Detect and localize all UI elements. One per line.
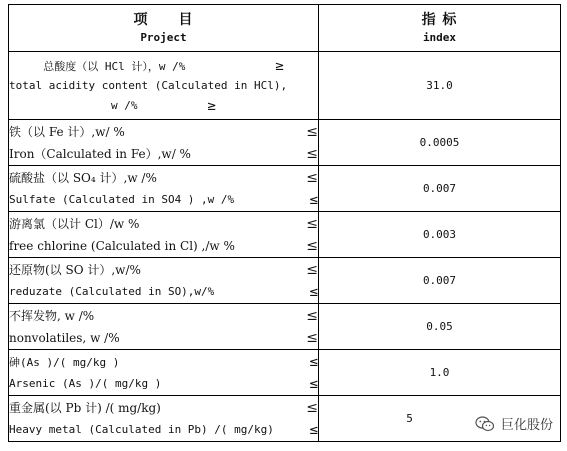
value-cell: 0.05 <box>319 304 561 350</box>
comparison-symbol: ≤ <box>309 283 318 300</box>
item-name-cn: 重金属(以 Pb 计) /( mg/kg) <box>9 401 161 415</box>
item-name-en: total acidity content (Calculated in HCl), <box>9 79 288 92</box>
item-name-en: free chlorine (Calculated in Cl) ,/w % <box>9 238 235 253</box>
item-name-cn: 铁（以 Fe 计）,w/ % <box>9 125 125 139</box>
header-row <box>9 5 561 52</box>
item-cell <box>9 212 319 258</box>
item-cell <box>9 166 319 212</box>
item-name-en: Arsenic (As )/( mg/kg ) <box>9 377 162 390</box>
comparison-symbol: ≥ <box>207 97 216 114</box>
value-cell: 0.0005 <box>319 120 561 166</box>
table-row <box>9 304 561 350</box>
comparison-symbol: ≤ <box>306 145 318 162</box>
value-cell: 0.007 <box>319 166 561 212</box>
comparison-symbol: ≤ <box>309 353 318 370</box>
item-cell <box>9 304 319 350</box>
index-header-en: index <box>422 31 457 44</box>
project-header-cn: 项 目 <box>133 12 194 28</box>
specification-table <box>8 4 561 442</box>
item-name-en: Heavy metal (Calculated in Pb) /( mg/kg) <box>9 423 274 436</box>
comparison-symbol: ≤ <box>306 261 318 278</box>
comparison-symbol: ≤ <box>306 237 318 254</box>
item-name-cn: 硫酸盐（以 SO₄ 计）,w /% <box>9 171 157 185</box>
watermark <box>475 414 553 433</box>
item-name-en: nonvolatiles, w /% <box>9 330 120 345</box>
watermark-text: 巨化股份 <box>500 418 553 433</box>
table-row <box>9 52 561 120</box>
item-name-en: Iron（Calculated in Fe）,w/ % <box>9 147 191 161</box>
wechat-icon <box>475 416 495 432</box>
comparison-symbol: ≤ <box>306 169 318 186</box>
comparison-symbol: ≤ <box>306 215 318 232</box>
item-cell <box>9 258 319 304</box>
index-header-cn: 指 标 <box>421 12 458 28</box>
value-cell: 31.0 <box>319 52 561 120</box>
item-name-cn: 砷(As )/( mg/kg ) <box>9 355 120 369</box>
value-cell: 1.0 <box>319 350 561 396</box>
item-name-cn: 还原物(以 SO 计）,w/% <box>9 263 141 277</box>
project-header <box>9 5 319 52</box>
comparison-symbol: ≤ <box>309 375 318 392</box>
comparison-symbol: ≤ <box>306 329 318 346</box>
item-name-cn: 不挥发物, w /% <box>9 309 95 323</box>
comparison-symbol: ≤ <box>309 191 318 208</box>
table-row <box>9 350 561 396</box>
item-name-cn: 游离氯（以计 Cl）/w % <box>9 217 140 231</box>
item-unit: w /% <box>111 99 138 112</box>
item-name-cn: 总酸度（以 HCl 计），w /% <box>43 59 186 73</box>
index-header <box>319 5 561 52</box>
comparison-symbol: ≤ <box>306 307 318 324</box>
item-name-en: reduzate (Calculated in SO),w/% <box>9 285 215 298</box>
comparison-symbol: ≥ <box>275 57 284 74</box>
value-cell: 0.003 <box>319 212 561 258</box>
project-header-en: Project <box>140 31 187 44</box>
comparison-symbol: ≤ <box>306 399 318 416</box>
value-cell: 5 <box>319 396 561 442</box>
table-row <box>9 166 561 212</box>
item-cell <box>9 396 319 442</box>
item-cell <box>9 52 319 120</box>
comparison-symbol: ≤ <box>309 421 318 438</box>
item-cell <box>9 120 319 166</box>
table-row <box>9 258 561 304</box>
table-row <box>9 120 561 166</box>
item-name-en: Sulfate (Calculated in SO4 ) ,w /% <box>9 193 235 206</box>
table-row <box>9 212 561 258</box>
item-cell <box>9 350 319 396</box>
value-cell: 0.007 <box>319 258 561 304</box>
comparison-symbol: ≤ <box>306 123 318 140</box>
